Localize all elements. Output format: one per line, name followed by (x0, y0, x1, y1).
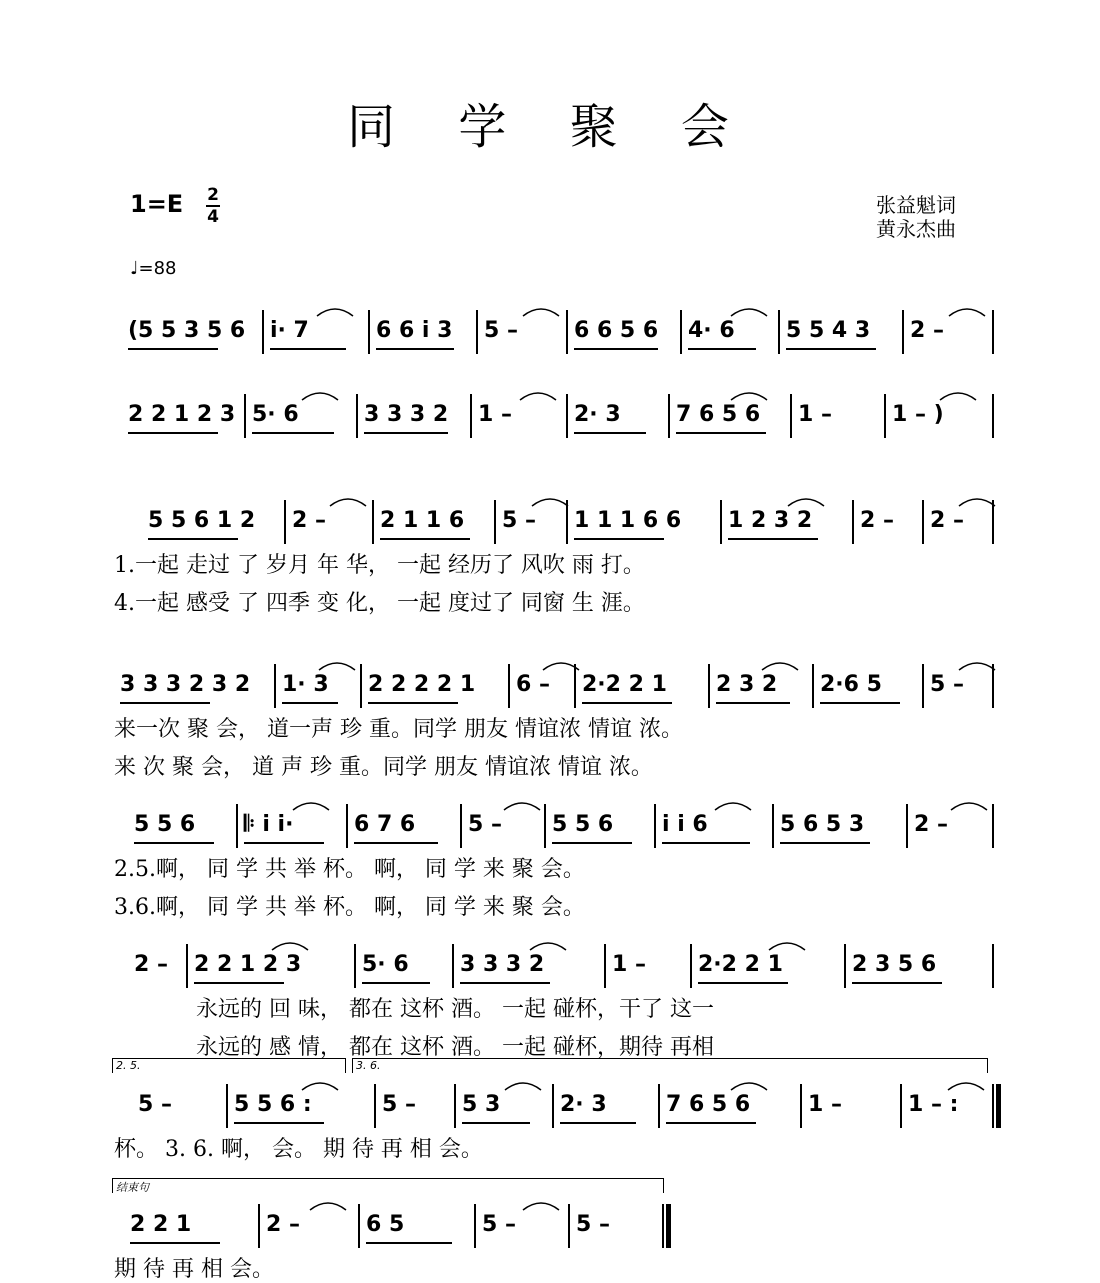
barline (992, 310, 994, 354)
lyric-line: 4.一起 感受 了 四季 变 化， 一起 度过了 同窗 生 涯。 (114, 591, 645, 616)
measure-notes: 5 – (502, 508, 536, 533)
key-signature: 1=E (130, 190, 184, 218)
barline (852, 500, 854, 544)
barline (654, 804, 656, 848)
slur-arc (521, 304, 561, 318)
barline (454, 1084, 456, 1128)
barline (992, 1084, 994, 1128)
slur-arc (328, 494, 368, 508)
beam-underline (148, 538, 238, 540)
measure-notes: 1 – (612, 952, 646, 977)
barline (922, 500, 924, 544)
measure-notes: 5 – (482, 1212, 516, 1237)
barline (992, 394, 994, 438)
ending-label: 结束句 (116, 1181, 149, 1194)
beam-underline (560, 1122, 636, 1124)
beam-underline (460, 982, 550, 984)
barline (372, 500, 374, 544)
slur-arc (729, 1078, 769, 1092)
beam-underline (244, 842, 324, 844)
barline (186, 944, 188, 988)
barline (236, 804, 238, 848)
barline (812, 664, 814, 708)
barline (604, 944, 606, 988)
beam-underline (282, 702, 338, 704)
barline (356, 394, 358, 438)
lyric-line: 永远的 感 情， 都在 这杯 酒。 一起 碰杯，期待 再相 (196, 1035, 714, 1060)
slur-arc (760, 658, 800, 672)
measure-notes: 3 3 3 2 (460, 952, 545, 977)
measure-notes: 1 – (808, 1092, 842, 1117)
measure-notes: 7 6 5 6 (666, 1092, 751, 1117)
beam-underline (376, 348, 454, 350)
measure-notes: 2 2 1 2 3 (128, 402, 236, 427)
measure-notes: 2 3 2 (716, 672, 778, 697)
slur-arc (291, 798, 331, 812)
barline (566, 394, 568, 438)
beam-underline (234, 1122, 324, 1124)
measure-notes: 2 – (914, 812, 948, 837)
measure-notes: 2 – (930, 508, 964, 533)
beam-underline (128, 432, 218, 434)
time-signature-bottom: 4 (207, 207, 219, 227)
measure-notes: 7 6 5 6 (676, 402, 761, 427)
measure-notes: 5 5 6 (134, 812, 196, 837)
slur-arc (938, 388, 978, 402)
beam-underline (380, 538, 470, 540)
slur-arc (541, 658, 581, 672)
barline (668, 394, 670, 438)
measure-notes: 2· 3 (574, 402, 621, 427)
barline (844, 944, 846, 988)
barline (544, 804, 546, 848)
slur-arc (949, 798, 989, 812)
measure-notes: 6 5 (366, 1212, 405, 1237)
measure-notes: 1 1 1 6 6 (574, 508, 682, 533)
barline (552, 1084, 554, 1128)
barline (708, 664, 710, 708)
lyric-line: 期 待 再 相 会。 (114, 1257, 274, 1282)
measure-notes: 2 1 1 6 (380, 508, 465, 533)
beam-underline (128, 348, 218, 350)
time-signature-top: 2 (207, 185, 219, 205)
measure-notes: 2 – (292, 508, 326, 533)
barline (992, 804, 994, 848)
beam-underline (368, 702, 458, 704)
slur-arc (300, 1078, 340, 1092)
barline (360, 664, 362, 708)
beam-underline (354, 842, 438, 844)
barline (508, 664, 510, 708)
measure-notes: 2 2 1 2 3 (194, 952, 302, 977)
volta-label-first: 2. 5. (116, 1059, 141, 1072)
barline (226, 1084, 228, 1128)
measure-notes: 1 – ) (892, 402, 944, 427)
measure-notes: 2 – (910, 318, 944, 343)
credits (876, 193, 956, 241)
measure-notes: 5· 6 (362, 952, 409, 977)
slur-arc (270, 938, 310, 952)
measure-notes: 2· 3 (560, 1092, 607, 1117)
beam-underline (820, 702, 900, 704)
barline (274, 664, 276, 708)
measure-notes: 5 – (576, 1212, 610, 1237)
volta-bracket-first (112, 1058, 346, 1073)
measure-notes: 6 6 i 3 (376, 318, 453, 343)
barline (474, 1204, 476, 1248)
beam-underline (574, 432, 646, 434)
measure-notes: (5 5 3 5 6 (128, 318, 246, 343)
measure-notes: 1 – : (908, 1092, 959, 1117)
beam-underline (780, 842, 870, 844)
measure-notes: 2 3 5 6 (852, 952, 937, 977)
measure-notes: 5 – (138, 1092, 172, 1117)
composer-credit: 黄永杰曲 (876, 217, 956, 241)
barline (284, 500, 286, 544)
measure-notes: 4· 6 (688, 318, 735, 343)
lyricist-credit: 张益魁词 (876, 193, 956, 217)
slur-arc (530, 494, 570, 508)
measure-notes: 1 2 3 2 (728, 508, 813, 533)
beam-underline (582, 702, 672, 704)
barline (568, 1204, 570, 1248)
beam-underline (130, 1242, 220, 1244)
barline (800, 1084, 802, 1128)
barline (452, 944, 454, 988)
slur-arc (957, 658, 997, 672)
slur-arc (503, 1078, 543, 1092)
measure-notes: 5 – (930, 672, 964, 697)
barline (354, 944, 356, 988)
beam-underline (252, 432, 334, 434)
measure-notes: 5 5 4 3 (786, 318, 871, 343)
slur-arc (502, 798, 542, 812)
barline (900, 1084, 902, 1128)
barline (922, 664, 924, 708)
slur-arc (729, 304, 769, 318)
beam-underline (666, 1122, 756, 1124)
lyric-line: 1.一起 走过 了 岁月 年 华， 一起 经历了 风吹 雨 打。 (114, 553, 645, 578)
final-barline (666, 1204, 671, 1248)
beam-underline (574, 538, 664, 540)
beam-underline (270, 348, 346, 350)
slur-arc (713, 798, 753, 812)
beam-underline (676, 432, 766, 434)
measure-notes: 3 3 3 2 3 2 (120, 672, 251, 697)
measure-notes: 6 7 6 (354, 812, 416, 837)
measure-notes: 3 3 3 2 (364, 402, 449, 427)
beam-underline (662, 842, 750, 844)
lyric-line: 来 次 聚 会， 道 声 珍 重。同学 朋友 情谊浓 情谊 浓。 (114, 755, 653, 780)
measure-notes: 1· 3 (282, 672, 329, 697)
slur-arc (300, 388, 340, 402)
lyric-line: 来一次 聚 会， 道一声 珍 重。同学 朋友 情谊浓 情谊 浓。 (114, 717, 683, 742)
barline (476, 310, 478, 354)
barline (658, 1084, 660, 1128)
beam-underline (134, 842, 214, 844)
lyric-line: 2.5.啊， 同 学 共 举 杯。 啊， 同 学 来 聚 会。 (114, 857, 585, 882)
measure-notes: 1 – (478, 402, 512, 427)
barline (368, 310, 370, 354)
slur-arc (528, 938, 568, 952)
measure-notes: 5 – (484, 318, 518, 343)
beam-underline (698, 982, 788, 984)
measure-notes: 2·2 2 1 (698, 952, 783, 977)
barline (772, 804, 774, 848)
beam-underline (786, 348, 876, 350)
time-signature (206, 186, 220, 226)
measure-notes: 5 5 6 : (234, 1092, 312, 1117)
measure-notes: 2 – (860, 508, 894, 533)
barline (790, 394, 792, 438)
measure-notes: 5 5 6 (552, 812, 614, 837)
barline (884, 394, 886, 438)
beam-underline (716, 702, 790, 704)
measure-notes: 5 – (382, 1092, 416, 1117)
measure-notes: 5· 6 (252, 402, 299, 427)
slur-arc (786, 494, 826, 508)
slur-arc (947, 304, 987, 318)
measure-notes: 6 – (516, 672, 550, 697)
measure-notes: 2 2 2 2 1 (368, 672, 476, 697)
barline (690, 944, 692, 988)
beam-underline (366, 1242, 452, 1244)
measure-notes: 2·2 2 1 (582, 672, 667, 697)
barline (262, 310, 264, 354)
slur-arc (518, 388, 558, 402)
lyric-line: 永远的 回 味， 都在 这杯 酒。 一起 碰杯，干了 这一 (196, 997, 714, 1022)
barline (244, 394, 246, 438)
beam-underline (364, 432, 448, 434)
slur-arc (957, 494, 997, 508)
measure-notes: 5 – (468, 812, 502, 837)
volta-bracket-second (352, 1058, 988, 1073)
slur-arc (729, 388, 769, 402)
measure-notes: 2 – (134, 952, 168, 977)
barline (778, 310, 780, 354)
ending-bracket (112, 1178, 664, 1193)
barline (662, 1204, 664, 1248)
beam-underline (462, 1122, 530, 1124)
barline (680, 310, 682, 354)
measure-notes: 2·6 5 (820, 672, 882, 697)
final-barline (996, 1084, 1001, 1128)
barline (258, 1204, 260, 1248)
barline (470, 394, 472, 438)
beam-underline (120, 702, 210, 704)
slur-arc (767, 938, 807, 952)
measure-notes: 5 3 (462, 1092, 501, 1117)
barline (566, 310, 568, 354)
tempo-marking: ♩=88 (130, 258, 177, 279)
measure-notes: 5 6 5 3 (780, 812, 865, 837)
measure-notes: 1 – (798, 402, 832, 427)
barline (346, 804, 348, 848)
lyric-line: 3.6.啊， 同 学 共 举 杯。 啊， 同 学 来 聚 会。 (114, 895, 585, 920)
beam-underline (574, 348, 658, 350)
measure-notes: 5 5 6 1 2 (148, 508, 256, 533)
barline (906, 804, 908, 848)
measure-notes: 2 – (266, 1212, 300, 1237)
measure-notes: i i 6 (662, 812, 708, 837)
barline (460, 804, 462, 848)
measure-notes: 6 6 5 6 (574, 318, 659, 343)
lyric-line: 杯。 3. 6. 啊， 会。 期 待 再 相 会。 (114, 1137, 483, 1162)
slur-arc (946, 1078, 986, 1092)
song-title: 同 学 聚 会 (347, 99, 753, 155)
barline (902, 310, 904, 354)
barline (720, 500, 722, 544)
beam-underline (194, 982, 284, 984)
beam-underline (688, 348, 756, 350)
beam-underline (852, 982, 942, 984)
slur-arc (308, 1198, 348, 1212)
volta-label-second: 3. 6. (356, 1059, 381, 1072)
barline (358, 1204, 360, 1248)
measure-notes: i· 7 (270, 318, 309, 343)
measure-notes: 𝄆 i i· (244, 812, 294, 837)
measure-notes: 2 2 1 (130, 1212, 192, 1237)
barline (992, 944, 994, 988)
beam-underline (362, 982, 430, 984)
beam-underline (552, 842, 632, 844)
slur-arc (315, 304, 355, 318)
beam-underline (728, 538, 818, 540)
slur-arc (521, 1198, 561, 1212)
barline (494, 500, 496, 544)
barline (374, 1084, 376, 1128)
slur-arc (317, 658, 357, 672)
